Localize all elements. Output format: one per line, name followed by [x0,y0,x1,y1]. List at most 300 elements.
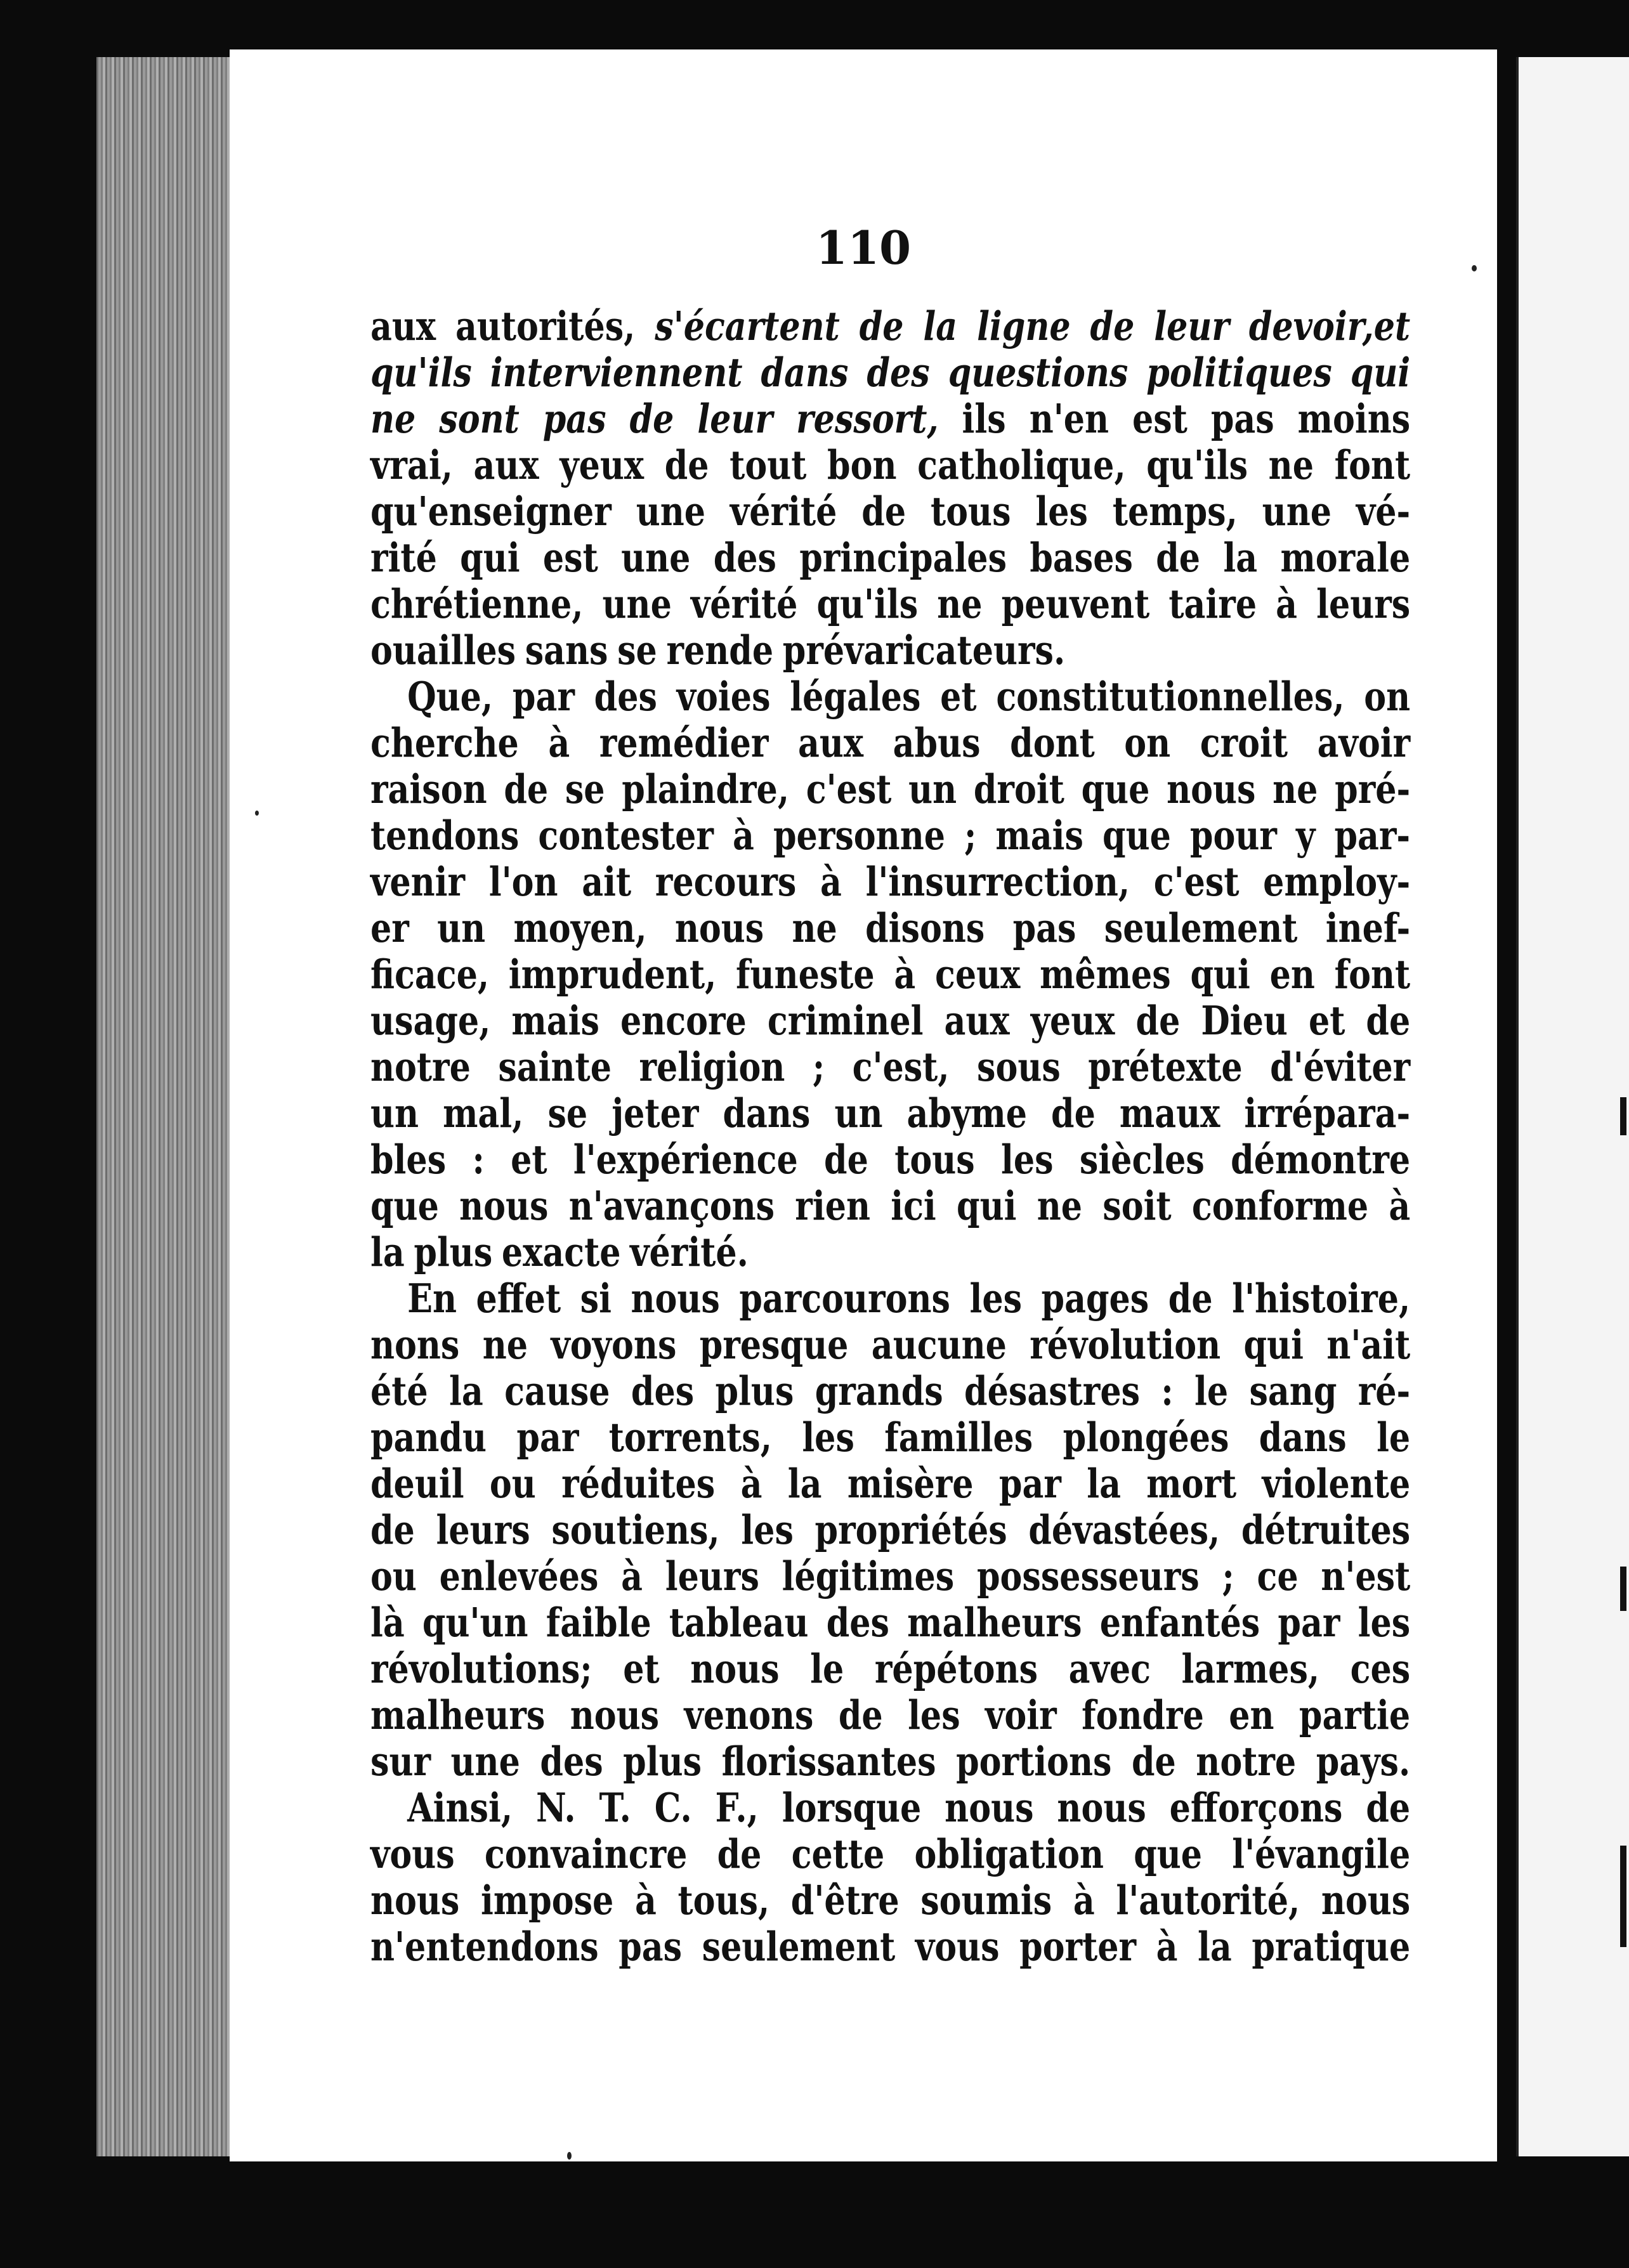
text-word: funeste [736,951,875,998]
text-word: ils [962,395,1006,442]
text-word: par- [1334,812,1411,859]
text-word: ne [1037,1182,1083,1229]
text-word: et [1308,997,1345,1044]
text-word: mais [511,997,599,1044]
text-word: larmes, [1181,1645,1320,1692]
text-word: vous [370,1830,455,1877]
text-word: Que, [407,673,494,720]
text-word: d'éviter [1270,1043,1411,1090]
text-word: que [1134,1830,1203,1877]
text-line [370,1692,1410,1738]
text-word: des [631,1367,695,1414]
text-word: la [370,1228,405,1275]
text-line [370,951,1410,998]
text-word: la [923,303,958,349]
text-word: les [1035,488,1088,535]
text-word: vrai, [370,441,453,488]
adjacent-page-mark [1620,1097,1626,1135]
text-word: de [859,303,904,349]
text-word: aux [944,997,1010,1044]
text-word: un [437,904,486,951]
text-word: la [1087,1460,1121,1507]
text-word: est [542,534,598,581]
text-word: ne [792,904,837,951]
text-word: ici [891,1182,936,1229]
text-word: la [787,1460,822,1507]
text-word: que [1102,812,1171,859]
text-word: n'ait [1326,1321,1411,1368]
text-word: effet [476,1275,561,1322]
text-word: conforme [1191,1182,1369,1229]
text-word: qui [957,1182,1017,1229]
text-word: misère [847,1460,974,1507]
text-word: bles [370,1136,447,1183]
text-word: aux [798,719,864,766]
text-word: de [664,441,709,488]
text-word: leurs [1316,580,1411,627]
text-line [370,1646,1410,1692]
text-word: détruites [1241,1506,1411,1553]
text-word: de [1135,997,1181,1044]
text-word: légitimes [782,1553,955,1600]
text-word: plus [715,1367,794,1414]
text-line [370,998,1410,1044]
text-word: ficace, [370,951,490,998]
text-word: répétons [874,1645,1038,1692]
text-word: la [1198,1923,1232,1970]
text-word: vérité. [630,1228,749,1275]
text-word: presque [699,1321,849,1368]
text-word: se [565,766,605,812]
text-word: n'avançons [568,1182,775,1229]
adjacent-page-mark [1620,1846,1626,1947]
text-word: irrépara- [1244,1090,1411,1137]
text-word: tout [729,441,807,488]
text-word: aux [370,303,436,349]
text-line [370,303,1410,349]
text-word: efforçons [1169,1784,1343,1831]
text-word: porter [1019,1923,1137,1970]
text-word: un [834,1090,883,1137]
text-word: interviennent [490,349,743,396]
text-word: à [894,951,916,998]
text-word: de [717,1830,762,1877]
text-word: de [1168,1275,1213,1322]
text-word: prétexte [1088,1043,1243,1090]
text-word: plaindre, [622,766,790,812]
text-word: inef- [1325,904,1411,951]
text-word: enfantés [1099,1599,1260,1646]
text-word: imprudent, [508,951,717,998]
text-word: un [908,766,957,812]
text-word: n'en [1029,395,1109,442]
text-word: à [1156,1923,1178,1970]
text-word: dans [723,1090,811,1137]
text-word: cherche [370,719,519,766]
text-word: vé- [1356,488,1411,535]
text-word: ce [1257,1553,1299,1600]
text-word: les [1358,1599,1411,1646]
text-word: pratique [1252,1923,1411,1970]
text-word: nous [690,1645,780,1692]
text-word: Ainsi, [407,1784,513,1831]
text-word: maux [1119,1090,1220,1137]
text-word: par [512,673,575,720]
text-word: florissantes [721,1738,936,1785]
text-word: torrents, [608,1414,772,1461]
text-word: En [407,1275,457,1322]
text-word: obligation [914,1830,1104,1877]
text-line [370,1183,1410,1229]
text-word: morale [1280,534,1411,581]
text-word: criminel [767,997,924,1044]
text-word: l'insurrection, [865,858,1130,905]
text-word: abyme [906,1090,1027,1137]
text-word: en [1229,1691,1274,1738]
text-word: les [969,1275,1023,1322]
text-word: principales [799,534,1007,581]
text-word: ou [370,1553,417,1600]
text-word: de [824,1136,868,1183]
text-line [370,1831,1410,1877]
text-word: font [1334,441,1411,488]
text-word: soutiens, [551,1506,720,1553]
text-word: cause [504,1367,610,1414]
text-word: soumis [920,1877,1052,1924]
text-line [370,581,1410,627]
text-word: à [733,812,754,859]
text-word: devoir,et [1248,303,1411,349]
text-word: un [370,1090,419,1137]
text-word: se [547,1090,588,1137]
text-line [370,1785,1410,1831]
text-word: personne [773,812,945,859]
text-line [370,1322,1410,1368]
text-word: rien [795,1182,870,1229]
text-word: cette [791,1830,885,1877]
text-word: tous [894,1136,975,1183]
text-word: le [1377,1414,1411,1461]
text-word: de [838,1691,883,1738]
ink-speck [567,2152,572,2160]
text-word: F., [715,1784,759,1831]
text-word: possesseurs [976,1553,1200,1600]
text-word: nous [570,1691,660,1738]
text-word: avoir [1317,719,1411,766]
text-word: des [713,534,776,581]
text-word: qu'ils [816,580,919,627]
text-word: plus [414,1228,493,1275]
text-word: ces [1350,1645,1411,1692]
text-word: tendons [370,812,520,859]
text-word: familles [884,1414,1033,1461]
text-word: à [621,1553,643,1600]
book-page [230,49,1497,2161]
text-word: aucune [871,1321,1007,1368]
text-word: nous [1321,1877,1411,1924]
text-word: politiques [1146,349,1332,396]
text-word: que [370,1182,439,1229]
text-word: dans [761,349,849,396]
text-word: qu'un [422,1599,528,1646]
text-word: ; [964,812,977,859]
text-word: de [1366,1784,1411,1831]
text-word: disons [865,904,985,951]
text-word: font [1334,951,1411,998]
text-line [370,627,1410,674]
text-word: chrétienne, [370,580,584,627]
text-line [370,1553,1410,1600]
text-word: par [998,1460,1061,1507]
text-word: de [1131,1738,1176,1785]
text-word: de [861,488,906,535]
text-word: nons [370,1321,460,1368]
text-word: mort [1146,1460,1237,1507]
text-word: croit [1200,719,1288,766]
text-word: révolutions; [370,1645,592,1692]
text-word: par [516,1414,579,1461]
text-word: N. [535,1784,576,1831]
text-word: vérité [729,488,837,535]
text-line [370,1275,1410,1322]
text-line [370,674,1410,720]
text-line [370,1461,1410,1507]
text-word: soit [1102,1182,1172,1229]
text-word: réduites [561,1460,716,1507]
text-word: voyons [551,1321,677,1368]
text-word: sont [439,395,520,442]
text-word: n'est [1321,1553,1411,1600]
text-word: jeter [612,1090,699,1137]
text-word: les [908,1691,960,1738]
text-word: violente [1262,1460,1411,1507]
text-word: si [580,1275,612,1322]
text-word: nous [1167,766,1256,812]
text-word: malheurs [370,1691,546,1738]
text-word: la [1223,534,1258,581]
page-edges [96,57,233,2156]
text-word: l'on [488,858,558,905]
text-word: c'est [1153,858,1240,905]
text-line [370,1507,1410,1553]
text-word: de [1090,303,1135,349]
text-word: usage, [370,997,491,1044]
text-word: la [449,1367,483,1414]
text-word: démontre [1231,1136,1411,1183]
text-word: et [511,1136,547,1183]
text-word: une [602,580,672,627]
text-word: seulement [702,1923,896,1970]
text-word: lorsque [782,1784,922,1831]
text-word: qu'ils [370,349,472,396]
text-word: ou [489,1460,536,1507]
text-word: autorités, [455,303,636,349]
text-line [370,812,1410,859]
text-word: : [472,1136,485,1183]
text-word: de [1366,997,1411,1044]
text-word: notre [370,1043,471,1090]
text-word: l'évangile [1232,1830,1411,1877]
text-word: nous [945,1784,1034,1831]
text-word: le [1194,1367,1229,1414]
text-line [370,396,1410,442]
text-word: ré- [1358,1367,1411,1414]
text-word: deuil [370,1460,464,1507]
page-number: 110 [815,221,912,275]
text-word: ; [1222,1553,1234,1600]
text-word: y [1295,812,1316,859]
text-word: sur [370,1738,431,1785]
text-word: nous [674,904,764,951]
text-word: employ- [1263,858,1411,905]
text-word: impose [480,1877,614,1924]
text-word: sang [1249,1367,1337,1414]
text-word: T. [599,1784,631,1831]
text-word: bases [1030,534,1133,581]
text-line [370,720,1410,766]
text-word: l'expérience [573,1136,798,1183]
text-word: er [370,904,409,951]
text-word: qui [1190,951,1250,998]
text-word: seulement [1104,904,1298,951]
text-word: le [810,1645,844,1692]
text-word: vous [915,1923,1000,1970]
text-line [370,766,1410,812]
text-word: convaincre [484,1830,688,1877]
text-word: une [636,488,706,535]
text-word: Dieu [1201,997,1288,1044]
text-word: mêmes [1040,951,1171,998]
text-word: plongées [1063,1414,1229,1461]
text-word: on [1124,719,1171,766]
text-word: yeux [1030,997,1115,1044]
text-word: leur [1154,303,1229,349]
text-word: raison [370,766,487,812]
text-word: voies [676,673,771,720]
text-word: faible [546,1599,651,1646]
text-word: les [741,1506,794,1553]
text-word: aux [473,441,539,488]
text-word: de [629,395,674,442]
text-word: ait [582,858,632,905]
text-word: l'autorité, [1116,1877,1300,1924]
text-word: droit [973,766,1064,812]
text-word: c'est, [852,1043,950,1090]
text-word: là [370,1599,405,1646]
text-word: en [1269,951,1315,998]
text-word: les [1001,1136,1054,1183]
text-line [370,349,1410,396]
text-word: dans [1259,1414,1347,1461]
body-text [370,303,1410,1970]
text-word: encore [620,997,747,1044]
text-word: bon [827,441,897,488]
text-word: nous [1057,1784,1146,1831]
text-word: à [548,719,570,766]
text-word: sous [977,1043,1061,1090]
text-word: qu'enseigner [370,488,612,535]
text-word: légales [790,673,921,720]
text-line [370,1924,1410,1970]
text-word: qui [1243,1321,1304,1368]
text-word: on [1364,673,1411,720]
text-word: qu'ils [1146,441,1248,488]
text-word: remédier [599,719,769,766]
text-line [370,1137,1410,1183]
text-word: yeux [559,441,644,488]
text-word: une [1262,488,1331,535]
text-word: qui [460,534,520,581]
text-word: dévastées, [1028,1506,1220,1553]
text-word: l'histoire, [1232,1275,1411,1322]
text-line [370,859,1410,905]
text-line [370,1229,1410,1275]
text-word: taire [1168,580,1257,627]
text-word: catholique, [917,441,1126,488]
text-word: pas [1012,904,1076,951]
text-word: pour [1189,812,1277,859]
text-word: moins [1297,395,1411,442]
text-word: pas [618,1923,683,1970]
text-word: de [1051,1090,1096,1137]
text-word: grands [814,1367,943,1414]
text-word: à [1276,580,1298,627]
text-word: portions [956,1738,1112,1785]
text-word: une [450,1738,520,1785]
text-word: : [1161,1367,1174,1414]
text-word: ligne [977,303,1071,349]
text-word: malheurs [907,1599,1082,1646]
text-line [370,1600,1410,1646]
text-word: ressort, [796,395,939,442]
text-word: nous [631,1275,720,1322]
text-word: fondre [1082,1691,1204,1738]
text-word: enlevées [439,1553,599,1600]
text-word: révolution [1030,1321,1221,1368]
text-word: venons [684,1691,814,1738]
text-word: ne [1268,441,1314,488]
text-word: sainte [498,1043,612,1090]
text-word: c'est [806,766,892,812]
text-line [370,488,1410,535]
text-line [370,1738,1410,1785]
text-word: tableau [669,1599,809,1646]
adjacent-page-mark [1620,1567,1626,1611]
text-word: mal, [443,1090,524,1137]
text-word: plus [623,1738,702,1785]
text-word: nous [370,1877,460,1924]
text-word: ne [370,395,416,442]
text-word: constitutionnelles, [996,673,1345,720]
text-line [370,1090,1410,1137]
text-word: désastres [964,1367,1141,1414]
text-line [370,1414,1410,1461]
text-word: tous, [677,1877,770,1924]
text-word: une [621,534,691,581]
text-word: à [1389,1182,1411,1229]
text-word: notre [1196,1738,1297,1785]
text-word: été [370,1367,428,1414]
text-word: de [504,766,549,812]
text-word: à [1073,1877,1095,1924]
text-word: leur [697,395,773,442]
text-word: les [802,1414,854,1461]
text-word: venir [370,858,466,905]
text-word: rende [666,627,774,674]
text-word: de [370,1506,415,1553]
text-word: ne [482,1321,528,1368]
text-word: par [1278,1599,1340,1646]
